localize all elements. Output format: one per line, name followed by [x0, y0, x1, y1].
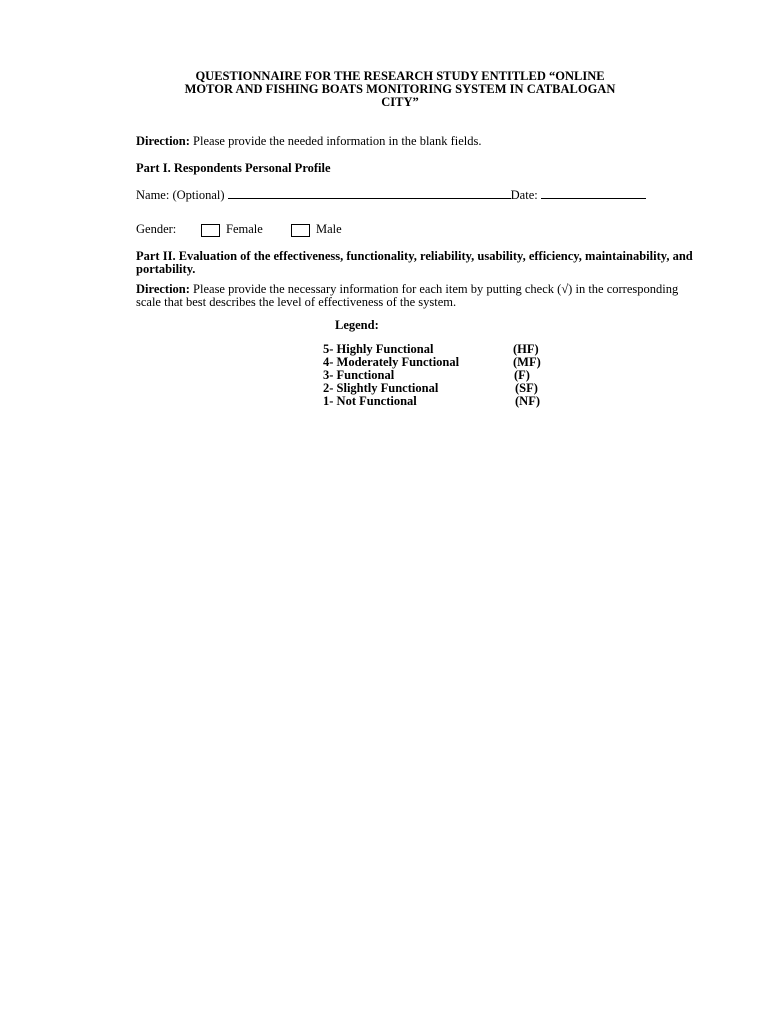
- male-checkbox[interactable]: [291, 224, 310, 237]
- gender-label: Gender:: [136, 222, 177, 236]
- male-option-label: Male: [316, 222, 342, 236]
- title-line-2: MOTOR AND FISHING BOATS MONITORING SYSTEM IN CATBALOGAN: [184, 82, 616, 96]
- female-checkbox[interactable]: [201, 224, 220, 237]
- legend-item-abbr: (MF): [513, 355, 541, 369]
- legend-item-label: 2- Slightly Functional: [323, 381, 439, 395]
- part1-heading: Part I. Respondents Personal Profile: [136, 161, 331, 175]
- part2-heading: Part II. Evaluation of the effectiveness, functionality, reliability, usability, efficiency, maintainability, and portability.: [136, 249, 693, 276]
- female-option-label: Female: [226, 222, 263, 236]
- legend-item-label: 4- Moderately Functional: [323, 355, 460, 369]
- document-title: [150, 70, 650, 109]
- legend-item-abbr: (SF): [515, 381, 538, 395]
- legend-title: Legend:: [335, 318, 379, 332]
- title-line-3: CITY”: [381, 95, 419, 109]
- legend-item-abbr: (F): [514, 368, 530, 382]
- name-label: Name: (Optional): [136, 188, 228, 202]
- direction-label: Direction:: [136, 134, 190, 148]
- title-line-1: QUESTIONNAIRE FOR THE RESEARCH STUDY ENTITLED “ONLINE: [195, 69, 605, 83]
- legend-item-label: 3- Functional: [323, 368, 395, 382]
- name-date-row: [136, 187, 646, 202]
- direction-scale-instruction: [136, 283, 696, 309]
- direction-instruction: [136, 134, 482, 148]
- direction-scale-label: Direction:: [136, 282, 190, 296]
- legend-item-label: 1- Not Functional: [323, 394, 417, 408]
- legend-item-abbr: (HF): [513, 342, 539, 356]
- direction-text: Please provide the needed information in the blank fields.: [189, 134, 482, 148]
- direction-scale-text: Please provide the necessary information for each item by putting check (√) in the corresponding scale that best describes the level of effectiveness of the system.: [136, 282, 679, 309]
- date-field[interactable]: [541, 187, 646, 199]
- name-field[interactable]: [228, 187, 511, 199]
- legend-item-label: 5- Highly Functional: [323, 342, 434, 356]
- legend-item-abbr: (NF): [515, 394, 540, 408]
- date-label: Date:: [510, 188, 541, 202]
